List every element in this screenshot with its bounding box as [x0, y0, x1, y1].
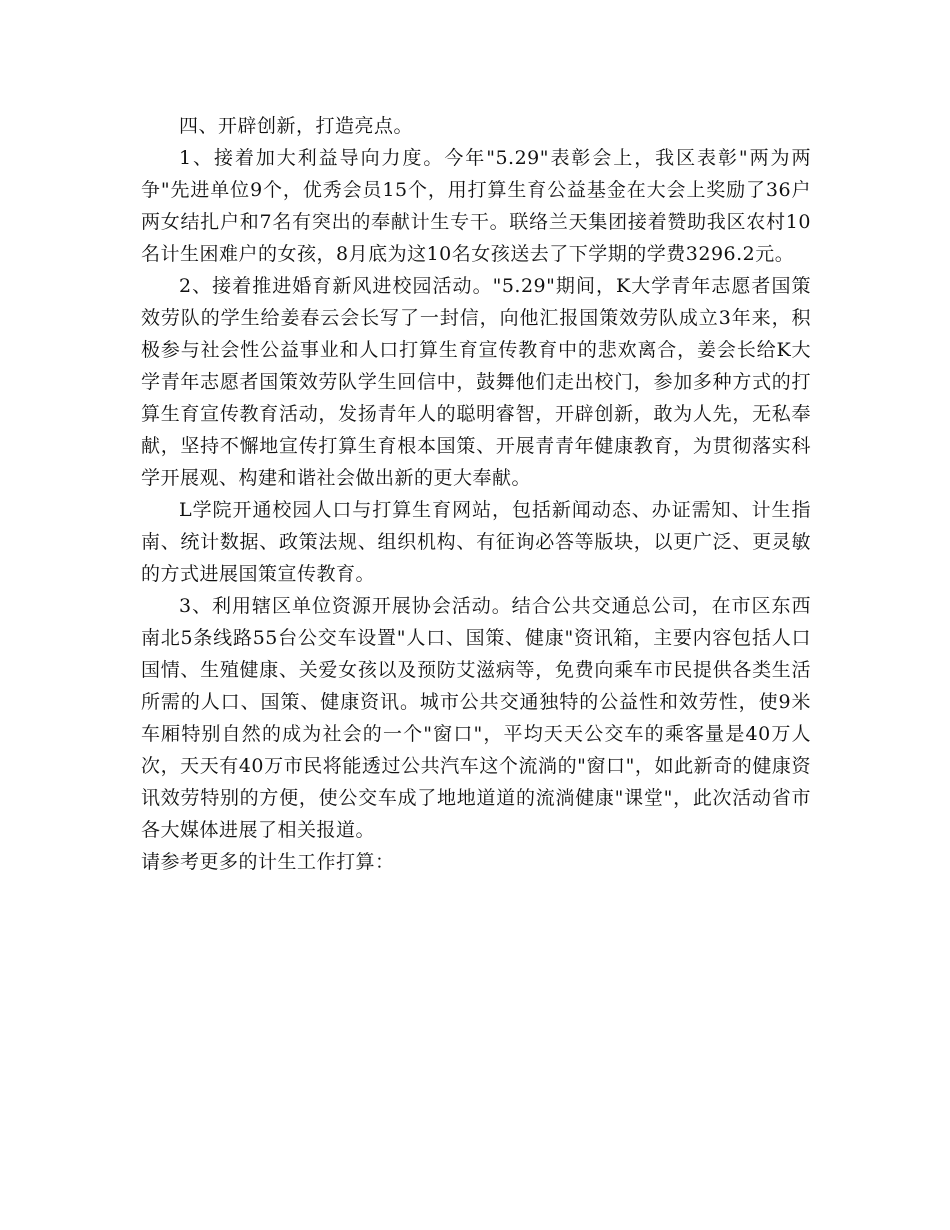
section-heading: 四、开辟创新，打造亮点。 [179, 115, 414, 137]
paragraph-campus-activity: 2、接着推进婚育新风进校园活动。"5.29"期间，K大学青年志愿者国策效劳队的学生给姜春云会长写了一封信，向他汇报国策效劳队成立3年来，积极参与社会性公益事业和人口打算生育宣传教育中的悲欢离合，姜会长给K大学青年志愿者国策效劳队学生回信中，鼓舞他们走出校门，参加多种方式的打算生育宣传教育活动，发扬青年人的聪明睿智，开辟创新，敢为人先，无私奉献，坚持不懈地宣传打算生育根本国策、开展青青年健康教育，为贯彻落实科学开展观、构建和谐社会做出新的更大奉献。 [141, 275, 811, 489]
paragraph-bus-activity: 3、利用辖区单位资源开展协会活动。结合公共交通总公司，在市区东西南北5条线路55台公交车设置"人口、国策、健康"资讯箱，主要内容包括人口国情、生殖健康、关爱女孩以及预防艾滋病等，免费向乘车市民提供各类生活所需的人口、国策、健康资讯。城市公共交通独特的公益性和效劳性，使9米车厢特别自然的成为社会的一个"窗口"，平均天天公交车的乘客量是40万人次，天天有40万市民将能透过公共汽车这个流淌的"窗口"，如此新奇的健康资讯效劳特别的方便，使公交车成了地地道道的流淌健康"课堂"，此次活动省市各大媒体进展了相关报道。 [141, 595, 811, 841]
closing-line: 请参考更多的计生工作打算： [141, 851, 395, 873]
paragraph-college-website: L学院开通校园人口与打算生育网站，包括新闻动态、办证需知、计生指南、统计数据、政策法规、组织机构、有征询必答等版块，以更广泛、更灵敏的方式进展国策宣传教育。 [141, 499, 811, 585]
document-body [141, 110, 811, 878]
paragraph-incentives: 1、接着加大利益导向力度。今年"5.29"表彰会上，我区表彰"两为两争"先进单位9个，优秀会员15个，用打算生育公益基金在大会上奖励了36户两女结扎户和7名有突出的奉献计生专干。联络兰天集团接着赞助我区农村10名计生困难户的女孩，8月底为这10名女孩送去了下学期的学费3296.2元。 [141, 147, 811, 265]
